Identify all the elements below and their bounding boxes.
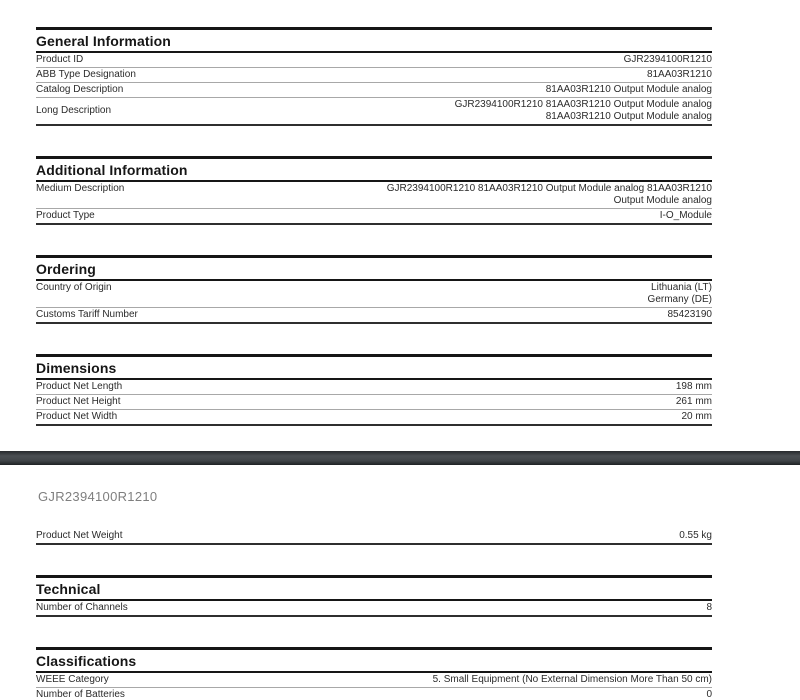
section-general-information: [36, 27, 712, 126]
section-heading: Classifications: [36, 647, 712, 673]
row-value-line: 81AA03R1210 Output Module analog: [545, 111, 712, 122]
section-classifications: [36, 647, 712, 700]
page-title: GJR2394100R1210: [38, 489, 158, 504]
row-value: [679, 530, 712, 542]
row-value: [681, 411, 712, 423]
row-value: [706, 689, 712, 700]
row-value-line: Output Module analog: [613, 195, 712, 206]
row-label: WEEE Category: [36, 674, 109, 685]
section-heading: Technical: [36, 575, 712, 601]
row-customs-tariff-number: [36, 308, 712, 324]
row-value-line: 81AA03R1210: [646, 69, 712, 80]
row-label: Product Net Width: [36, 411, 118, 422]
row-abb-type-designation: [36, 68, 712, 83]
row-value: [433, 674, 712, 686]
row-value: [648, 282, 712, 306]
row-value-line: 20 mm: [681, 411, 712, 422]
row-product-id: [36, 53, 712, 68]
row-long-description: [36, 98, 712, 126]
row-value-line: 5. Small Equipment (No External Dimension More Than 50 cm): [432, 674, 712, 685]
section-technical: [36, 575, 712, 617]
row-value: [668, 309, 713, 321]
pdf-page-2: [0, 465, 800, 700]
row-country-of-origin: [36, 281, 712, 308]
row-value: [676, 381, 712, 393]
page-separator-bar: [0, 451, 800, 465]
row-label: Number of Channels: [36, 602, 128, 613]
row-weee-category: [36, 673, 712, 688]
row-label: Product Type: [36, 210, 95, 221]
row-catalog-description: [36, 83, 712, 98]
row-value-line: GJR2394100R1210: [623, 54, 712, 65]
row-label: Country of Origin: [36, 282, 112, 293]
row-value: [624, 54, 712, 66]
row-label: Product ID: [36, 54, 84, 65]
row-value-line: 198 mm: [675, 381, 712, 392]
row-label: Long Description: [36, 105, 112, 116]
row-product-net-height: [36, 395, 712, 410]
section-ordering: [36, 255, 712, 324]
row-value: [660, 210, 712, 222]
row-value-line: 261 mm: [675, 396, 712, 407]
row-product-net-weight: [36, 529, 712, 545]
section-heading: Additional Information: [36, 156, 712, 182]
section-dimensions-continued: [36, 529, 712, 545]
row-medium-description: [36, 182, 712, 209]
row-value-line: 8: [706, 602, 712, 613]
row-label: Product Net Weight: [36, 530, 123, 541]
row-label: Product Net Height: [36, 396, 121, 407]
section-additional-information: [36, 156, 712, 225]
row-product-net-length: [36, 380, 712, 395]
row-label: ABB Type Designation: [36, 69, 136, 80]
section-heading: Dimensions: [36, 354, 712, 380]
row-value-line: GJR2394100R1210 81AA03R1210 Output Module analog: [454, 99, 712, 110]
row-value-line: Germany (DE): [647, 294, 712, 305]
row-value: [676, 396, 712, 408]
row-value: [647, 69, 712, 81]
row-value-line: 0: [706, 689, 712, 700]
row-label: Number of Batteries: [36, 689, 125, 700]
row-value: [387, 183, 712, 207]
section-heading: General Information: [36, 27, 712, 53]
row-product-type: [36, 209, 712, 225]
row-number-of-batteries: [36, 688, 712, 700]
row-number-of-channels: [36, 601, 712, 617]
row-label: Customs Tariff Number: [36, 309, 138, 320]
row-label: Catalog Description: [36, 84, 124, 95]
row-value: [455, 99, 712, 123]
section-heading: Ordering: [36, 255, 712, 281]
row-label: Medium Description: [36, 183, 125, 194]
row-value-line: GJR2394100R1210 81AA03R1210 Output Module analog 81AA03R1210: [386, 183, 712, 194]
row-label: Product Net Length: [36, 381, 123, 392]
row-product-net-width: [36, 410, 712, 426]
row-value-line: Lithuania (LT): [651, 282, 712, 293]
row-value-line: I-O_Module: [659, 210, 712, 221]
row-value-line: 0.55 kg: [679, 530, 712, 541]
row-value-line: 81AA03R1210 Output Module analog: [545, 84, 712, 95]
section-dimensions: [36, 354, 712, 426]
row-value: [706, 602, 712, 614]
row-value: [546, 84, 712, 96]
row-value-line: 85423190: [667, 309, 712, 320]
